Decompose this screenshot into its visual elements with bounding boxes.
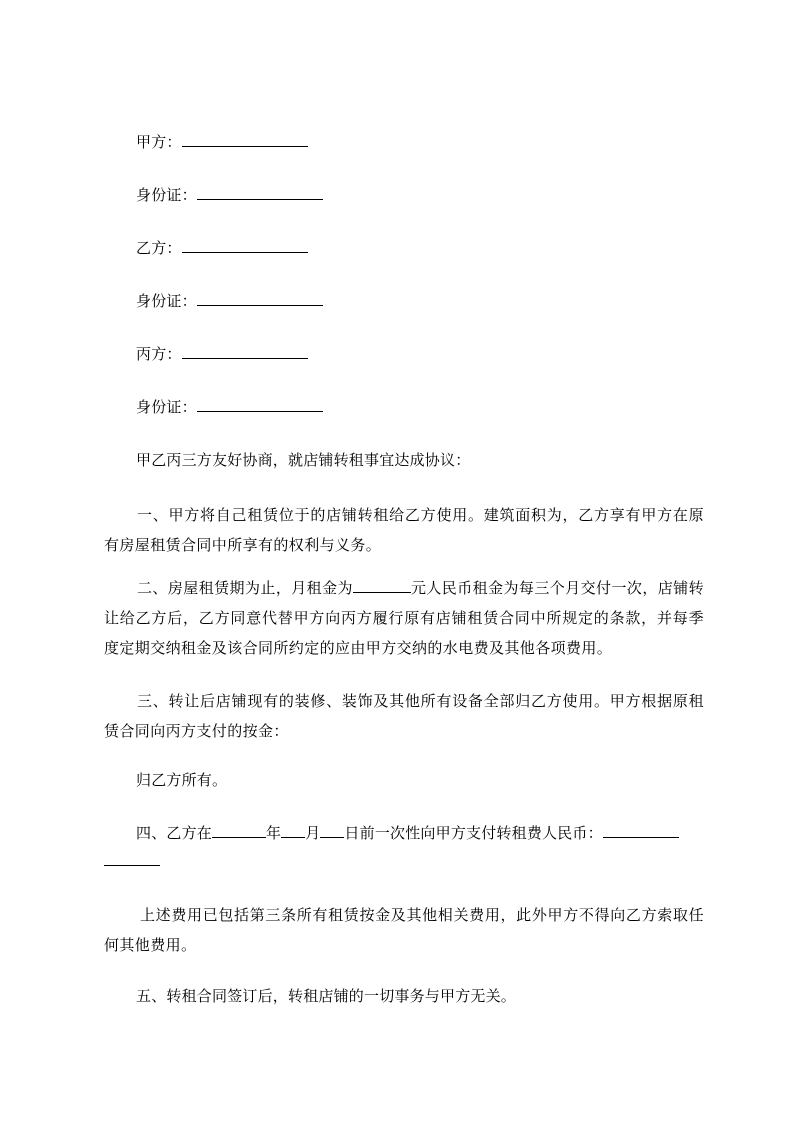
clause-4-overflow: [104, 850, 160, 872]
party-c-blank[interactable]: [182, 343, 308, 359]
clause-3: 三、转让后店铺现有的装修、装饰及其他所有设备全部归乙方使用。甲方根据原租赁合同向丙方支付的按金：: [104, 692, 704, 740]
intro-text: 甲乙丙三方友好协商，就店铺转租事宜达成协议：: [136, 451, 471, 469]
clause-4: [136, 822, 679, 844]
party-c-line: [136, 343, 308, 365]
monthly-rent-blank[interactable]: [353, 577, 411, 593]
party-a-line: [136, 131, 308, 153]
party-b-id-line: [136, 290, 323, 312]
clause-2-part-b: 元人民币租金为每三个月交付一次，店铺转让给乙方后，乙方同意代替甲方向丙方履行原有店铺租赁合同中所规定的条款，并每季度定期交纳租金及该合同所约定的应由甲方交纳的水电费及其他各项费用。: [104, 579, 704, 657]
clause-4-part-c: 日前一次性向甲方支付转租费人民币：: [344, 824, 603, 842]
party-c-label: 丙方：: [136, 345, 182, 363]
party-a-label: 甲方：: [136, 133, 182, 151]
party-a-id-line: [136, 184, 323, 206]
clause-4-part-a: 四、乙方在: [136, 824, 213, 842]
party-a-id-label: 身份证：: [136, 186, 197, 204]
payment-month-blank[interactable]: [281, 822, 305, 838]
clause-2-part-a: 二、房屋租赁期为止，月租金为: [137, 579, 353, 597]
party-b-label: 乙方：: [136, 239, 182, 257]
payment-day-blank[interactable]: [320, 822, 344, 838]
party-b-id-blank[interactable]: [197, 290, 323, 306]
clause-2: [104, 573, 704, 663]
clause-3-continued: 归乙方所有。: [136, 771, 228, 789]
party-b-id-label: 身份证：: [136, 292, 197, 310]
party-a-blank[interactable]: [182, 131, 308, 147]
year-label: 年: [266, 824, 282, 842]
clause-5: 五、转租合同签订后，转租店铺的一切事务与甲方无关。: [136, 987, 517, 1005]
transfer-fee-blank-2[interactable]: [104, 850, 160, 866]
party-c-id-label: 身份证：: [136, 398, 197, 416]
clause-1: 一、甲方将自己租赁位于的店铺转租给乙方使用。建筑面积为，乙方享有甲方在原有房屋租赁合同中所享有的权利与义务。: [104, 506, 704, 554]
party-a-id-blank[interactable]: [197, 184, 323, 200]
party-c-id-blank[interactable]: [197, 396, 323, 412]
month-label: 月: [305, 824, 321, 842]
party-b-blank[interactable]: [182, 237, 308, 253]
fee-note: 上述费用已包括第三条所有租赁按金及其他相关费用，此外甲方不得向乙方索取任何其他费用。: [104, 906, 704, 954]
transfer-fee-blank-1[interactable]: [603, 822, 679, 838]
party-c-id-line: [136, 396, 323, 418]
party-b-line: [136, 237, 308, 259]
payment-year-blank[interactable]: [212, 822, 266, 838]
